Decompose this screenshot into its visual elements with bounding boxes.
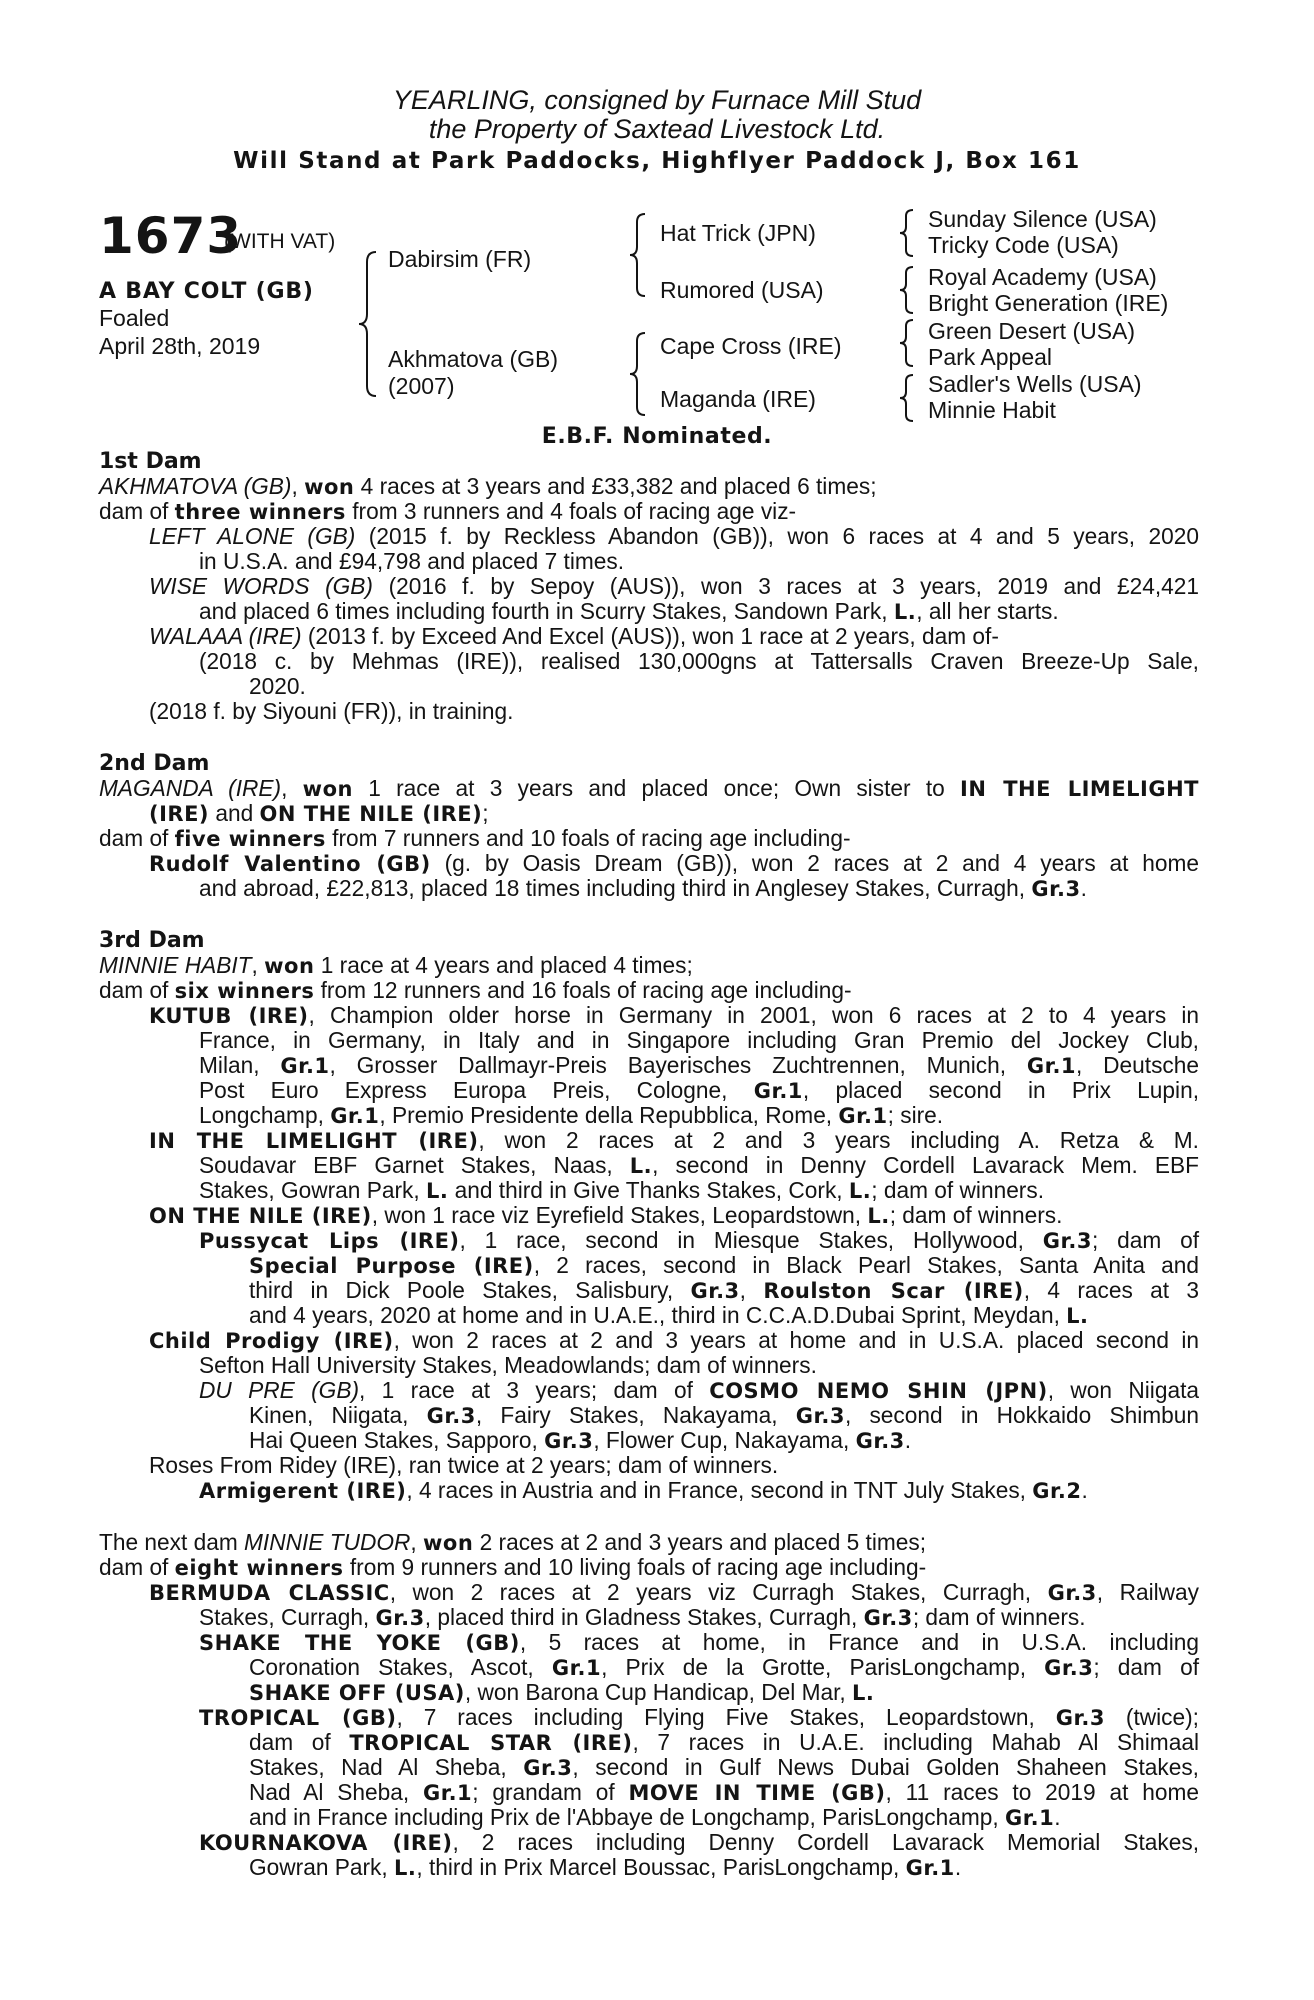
produce-name: WALAAA (IRE) (149, 623, 302, 649)
third-dam-heading: 3rd Dam (99, 928, 205, 953)
lot-number: 1673 (99, 207, 243, 265)
pedigree-dds: Sadler's Wells (USA) (928, 371, 1142, 397)
produce-name: KUTUB (IRE) (149, 1004, 309, 1028)
lot-description: A BAY COLT (GB) (99, 279, 314, 304)
text: and abroad, £22,813, placed 18 times including third in Anglesey Stakes, Curragh, (199, 875, 1032, 901)
text: France, in Germany, in Italy and in Singapore including Gran Premio del Jockey Club, (199, 1027, 1199, 1053)
text: dam of (249, 1729, 350, 1755)
produce-name: WISE WORDS (GB) (149, 573, 373, 599)
text: The next dam (99, 1529, 245, 1555)
dam-record: 4 races at 3 years and £33,382 and placed 6 times; (354, 473, 877, 499)
text: , 4 races in Austria and in France, second in TNT July Stakes, (406, 1477, 1033, 1503)
produce-entry-roses-from-ridey: Roses From Ridey (IRE), ran twice at 2 years; dam of winners. (149, 1452, 779, 1478)
text: ; (482, 800, 489, 826)
produce-entry-wise-words (149, 574, 1199, 599)
text: , Railway (1096, 1579, 1200, 1605)
produce-entry-cont (249, 1755, 1199, 1781)
text: Nad Al Sheba, (249, 1779, 423, 1805)
pedigree-brace-main (356, 250, 380, 398)
text: , second in Gulf News Dubai Golden Shaheen Stakes, (572, 1754, 1199, 1780)
second-dam-produce-summary (99, 826, 851, 852)
text: 1 race at 3 years and placed once; Own sister to (352, 775, 961, 801)
text: Soudavar EBF Garnet Stakes, Naas, (199, 1152, 630, 1178)
listed-label: L. (893, 600, 917, 624)
text: , 1 race, second in Miesque Stakes, Hollywood, (459, 1227, 1043, 1253)
produce-entry-cont (199, 1153, 1199, 1179)
dam-name: AKHMATOVA (GB) (99, 473, 292, 499)
text: Gowran Park, (249, 1854, 394, 1880)
text: Post Euro Express Europa Preis, Cologne, (199, 1077, 754, 1103)
text: and 4 years, 2020 at home and in U.A.E., third in C.C.A.D.Dubai Sprint, Meydan, (249, 1302, 1067, 1328)
group-label: Gr.3 (1044, 1656, 1094, 1680)
produce-entry-cont (249, 1780, 1199, 1806)
text: , (410, 1529, 424, 1555)
pedigree-brace-dd (897, 373, 917, 423)
listed-label: L. (425, 1179, 449, 1203)
second-dam-line: MAGANDA (IRE), won 1 race at 3 years and placed once; Own sister to IN THE LIMELIGHT (99, 775, 1200, 801)
dam-name: MINNIE HABIT (99, 952, 252, 978)
produce-entry-cont (249, 1403, 1199, 1429)
group-label: Gr.3 (1031, 877, 1081, 901)
text: . (954, 1854, 962, 1880)
third-dam-line: MINNIE HABIT, won 1 race at 4 years and placed 4 times; (99, 952, 693, 978)
pedigree-dsd: Park Appeal (928, 344, 1053, 370)
group-label: Gr.1 (1005, 1806, 1055, 1830)
listed-label: L. (394, 1856, 417, 1880)
group-label: Gr.1 (753, 1079, 803, 1103)
pedigree-dam-sire: Cape Cross (IRE) (660, 333, 842, 359)
produce-entry-cont (249, 1730, 1199, 1756)
header-property: the Property of Saxtead Livestock Ltd. (428, 114, 886, 144)
text: , 2 races including Denny Cordell Lavarack Memorial Stakes, (452, 1829, 1200, 1855)
group-label: Gr.1 (551, 1656, 602, 1680)
text: dam of (99, 977, 175, 1003)
text: dam of (99, 1554, 175, 1580)
text: Kinen, Niigata, (249, 1402, 427, 1428)
group-label: Gr.3 (690, 1279, 740, 1303)
produce-entry-armigerent (199, 1478, 1088, 1504)
produce-entry-kutub (149, 1003, 1199, 1029)
produce-entry-cont (199, 1028, 1199, 1053)
pedigree-dam-dam: Maganda (IRE) (660, 386, 816, 412)
produce-entry-pussycat-lips (199, 1228, 1199, 1254)
group-label: Gr.1 (1026, 1054, 1077, 1078)
text: , Fairy Stakes, Nakayama, (475, 1402, 796, 1428)
text: dam of (99, 498, 175, 524)
text: ; dam of (1093, 1654, 1200, 1680)
group-label: Gr.3 (1047, 1581, 1097, 1605)
group-label: Gr.1 (280, 1054, 330, 1078)
text: , won Barona Cup Handicap, Del Mar, (464, 1679, 853, 1705)
text: , 7 races including Flying Five Stakes, Leopardstown, (396, 1704, 1056, 1730)
pedigree-sds: Royal Academy (USA) (928, 264, 1157, 290)
text: ; dam of (1091, 1227, 1199, 1253)
won-label: won (423, 1531, 474, 1555)
vat-note: (WITH VAT) (224, 230, 336, 253)
listed-label: L. (1066, 1304, 1089, 1328)
produce-entry-in-the-limelight (149, 1128, 1199, 1154)
first-dam-heading: 1st Dam (99, 449, 202, 474)
text: ; sire. (887, 1102, 944, 1128)
winners-count: six winners (174, 979, 315, 1003)
text: Stakes, Nad Al Sheba, (249, 1754, 524, 1780)
produce-entry-cont: Sefton Hall University Stakes, Meadowlands; dam of winners. (199, 1352, 817, 1378)
text: . (1081, 1477, 1088, 1503)
produce-entry-rudolf-valentino (149, 851, 1199, 877)
group-label: Gr.3 (863, 1606, 913, 1630)
pedigree-ssd: Tricky Code (USA) (928, 232, 1119, 258)
produce-entry-tropical (199, 1705, 1199, 1731)
next-dam-produce-summary (99, 1555, 926, 1581)
produce-entry-siyouni-filly: (2018 f. by Siyouni (FR)), in training. (149, 698, 514, 724)
produce-entry-left-alone (149, 524, 1199, 549)
produce-name: LEFT ALONE (GB) (149, 523, 356, 549)
text: . (1054, 1804, 1061, 1830)
text: (2016 f. by Sepoy (AUS)), won 3 races at 3 years, 2019 and £24,421 (373, 573, 1199, 599)
pedigree-brace-ss (897, 208, 917, 258)
sibling-name: ON THE NILE (IRE) (259, 802, 483, 826)
text: third in Dick Poole Stakes, Salisbury, (249, 1277, 691, 1303)
pedigree-dam-year: (2007) (388, 373, 455, 399)
produce-entry-kournakova (199, 1830, 1199, 1856)
winners-count: three winners (174, 500, 346, 524)
group-label: Gr.3 (375, 1606, 425, 1630)
produce-name: MOVE IN TIME (GB) (628, 1781, 886, 1805)
text: , won 2 races at 2 and 3 years at home and in U.S.A. placed second in (393, 1327, 1199, 1353)
text: 2 races at 2 and 3 years and placed 5 times; (473, 1529, 927, 1555)
text: Longchamp, (199, 1102, 331, 1128)
header-consignor: YEARLING, consigned by Furnace Mill Stud (392, 85, 922, 115)
text: Stakes, Curragh, (199, 1604, 376, 1630)
winners-count: five winners (174, 827, 326, 851)
pedigree-brace-dam (627, 331, 649, 417)
produce-name: SHAKE OFF (USA) (249, 1681, 465, 1705)
text: ; grandam of (472, 1779, 629, 1805)
produce-name: Rudolf Valentino (GB) (149, 852, 431, 876)
won-label: won (304, 475, 355, 499)
text: from 3 runners and 4 foals of racing age viz- (345, 498, 797, 524)
text: 1 race at 4 years and placed 4 times; (314, 952, 693, 978)
text: , won 2 races at 2 years viz Curragh Stakes, Curragh, (389, 1579, 1048, 1605)
text: , Premio Presidente della Repubblica, Rome, (379, 1102, 839, 1128)
ebf-nominated: E.B.F. Nominated. (541, 424, 773, 449)
text: (2015 f. by Reckless Abandon (GB)), won 6 races at 4 and 5 years, 2020 (355, 523, 1199, 549)
produce-name: Roulston Scar (IRE) (763, 1279, 1024, 1303)
text: . (904, 1427, 912, 1453)
text: (twice); (1104, 1704, 1199, 1730)
produce-entry-cont (199, 1178, 1044, 1204)
text: ; dam of winners. (912, 1604, 1086, 1630)
produce-name: ON THE NILE (IRE) (149, 1204, 372, 1228)
text: Coronation Stakes, Ascot, (249, 1654, 552, 1680)
produce-entry-cont (199, 1605, 1086, 1631)
produce-entry-on-the-nile (149, 1203, 1062, 1229)
text: , second in Denny Cordell Lavarack Mem. EBF (652, 1152, 1199, 1178)
text: , Deutsche (1076, 1052, 1200, 1078)
produce-entry-child-prodigy (149, 1328, 1199, 1354)
text: , 7 races in U.A.E. including Mahab Al Shimaal (632, 1729, 1199, 1755)
listed-label: L. (629, 1154, 653, 1178)
group-label: Gr.3 (1042, 1229, 1092, 1253)
dam-name: MAGANDA (IRE) (99, 775, 282, 801)
pedigree-sss: Sunday Silence (USA) (928, 206, 1157, 232)
group-label: Gr.3 (1055, 1706, 1105, 1730)
text: Stakes, Gowran Park, (199, 1177, 426, 1203)
group-label: Gr.3 (426, 1404, 476, 1428)
pedigree-brace-sire (627, 212, 649, 298)
listed-label: L. (848, 1179, 872, 1203)
group-label: Gr.1 (422, 1781, 473, 1805)
second-dam-heading: 2nd Dam (99, 751, 210, 776)
text: Milan, (199, 1052, 281, 1078)
text: , 1 race at 3 years; dam of (359, 1377, 710, 1403)
dam-name: MINNIE TUDOR (244, 1529, 411, 1555)
text: , placed second in Prix Lupin, (802, 1077, 1200, 1103)
text: , 2 races, second in Black Pearl Stakes, Santa Anita and (533, 1252, 1199, 1278)
text: (IRE) (149, 802, 210, 826)
produce-name: KOURNAKOVA (IRE) (199, 1831, 453, 1855)
produce-entry-cont: in U.S.A. and £94,798 and placed 7 times. (199, 548, 625, 574)
produce-entry-bermuda-classic (149, 1580, 1199, 1606)
pedigree-dss: Green Desert (USA) (928, 318, 1136, 344)
won-label: won (302, 777, 353, 801)
text: , (739, 1277, 764, 1303)
text: , won 1 race viz Eyrefield Stakes, Leopardstown, (371, 1202, 868, 1228)
text: , 5 races at home, in France and in U.S.A. including (519, 1629, 1199, 1655)
pedigree-sire: Dabirsim (FR) (388, 246, 532, 272)
text: , Champion older horse in Germany in 2001, won 6 races at 2 to 4 years in (308, 1002, 1199, 1028)
produce-entry-cont (249, 1655, 1199, 1681)
produce-name: COSMO NEMO SHIN (JPN) (709, 1379, 1048, 1403)
pedigree-sire-dam: Rumored (USA) (660, 277, 824, 303)
text: and in France including Prix de l'Abbaye de Longchamp, ParisLongchamp, (249, 1804, 1005, 1830)
text: Hai Queen Stakes, Sapporo, (249, 1427, 545, 1453)
produce-entry-shake-the-yoke (199, 1630, 1199, 1656)
produce-entry-cont (249, 1855, 961, 1881)
produce-name: DU PRE (GB) (199, 1377, 360, 1403)
group-label: Gr.1 (330, 1104, 380, 1128)
second-dam-line-cont (149, 801, 489, 827)
text: . (1080, 875, 1087, 901)
produce-entry-cont (249, 1805, 1061, 1831)
winners-count: eight winners (174, 1556, 344, 1580)
listed-label: L. (867, 1204, 890, 1228)
text: , 4 races at 3 (1023, 1277, 1199, 1303)
pedigree-sdd: Bright Generation (IRE) (928, 290, 1169, 316)
produce-entry-cont (199, 1078, 1199, 1104)
pedigree-sire-sire: Hat Trick (JPN) (660, 220, 816, 246)
text: , won Niigata (1047, 1377, 1200, 1403)
group-label: Gr.3 (523, 1756, 573, 1780)
group-label: Gr.3 (544, 1429, 594, 1453)
text: ; dam of winners. (871, 1177, 1045, 1203)
produce-entry-cont (249, 1303, 1089, 1329)
text: from 7 runners and 10 foals of racing age including- (325, 825, 851, 851)
produce-name: Special Purpose (IRE) (249, 1254, 534, 1278)
produce-name: Armigerent (IRE) (199, 1479, 407, 1503)
produce-entry-cont (249, 1680, 874, 1706)
pedigree-brace-sd (897, 265, 917, 315)
text: (2013 f. by Exceed And Excel (AUS)), won 1 race at 2 years, dam of- (301, 623, 999, 649)
produce-entry-cont (199, 599, 1059, 625)
text: , third in Prix Marcel Boussac, ParisLongchamp, (416, 1854, 906, 1880)
produce-name: Pussycat Lips (IRE) (199, 1229, 460, 1253)
text: and placed 6 times including fourth in Scurry Stakes, Sandown Park, (199, 598, 894, 624)
won-label: won (264, 954, 315, 978)
group-label: Gr.3 (795, 1404, 845, 1428)
pedigree-dam: Akhmatova (GB) (388, 346, 558, 372)
produce-entry-mehmas-colt (199, 649, 1199, 674)
foaled-label: Foaled (99, 305, 170, 331)
produce-name: SHAKE THE YOKE (GB) (199, 1631, 520, 1655)
header-location: Will Stand at Park Paddocks, Highflyer Paddock J, Box 161 (233, 148, 1081, 174)
sibling-name: IN THE LIMELIGHT (960, 777, 1200, 801)
group-label: Gr.1 (838, 1104, 888, 1128)
produce-name: TROPICAL (GB) (199, 1706, 397, 1730)
text: from 9 runners and 10 living foals of racing age including- (343, 1554, 927, 1580)
text: , Flower Cup, Nakayama, (593, 1427, 856, 1453)
first-dam-produce-summary (99, 499, 796, 525)
group-label: Gr.1 (905, 1856, 955, 1880)
pedigree-brace-ds (897, 318, 917, 368)
produce-name: BERMUDA CLASSIC (149, 1581, 390, 1605)
first-dam-line: AKHMATOVA (GB), won 4 races at 3 years and £33,382 and placed 6 times; (99, 473, 877, 499)
text: dam of (99, 825, 175, 851)
text: , won 2 races at 2 and 3 years including A. Retza & M. (478, 1127, 1199, 1153)
text: (g. by Oasis Dream (GB)), won 2 races at 2 and 4 years at home (430, 850, 1199, 876)
text: , Grosser Dallmayr-Preis Bayerisches Zuchtrennen, Munich, (329, 1052, 1027, 1078)
text: , second in Hokkaido Shimbun (844, 1402, 1199, 1428)
produce-entry-cont (199, 876, 1087, 902)
pedigree-ddd: Minnie Habit (928, 397, 1056, 423)
produce-entry-special-purpose (249, 1253, 1199, 1279)
foaled-date: April 28th, 2019 (99, 333, 261, 359)
text: , 11 races to 2019 at home (885, 1779, 1199, 1805)
produce-entry-cont: 2020. (249, 673, 306, 699)
produce-entry-cont (249, 1278, 1199, 1304)
produce-entry-cont (249, 1428, 911, 1454)
produce-name: TROPICAL STAR (IRE) (349, 1731, 633, 1755)
produce-entry-cont (199, 1103, 943, 1129)
produce-entry-cont (199, 1053, 1199, 1079)
group-label: Gr.2 (1032, 1479, 1082, 1503)
text: and (209, 800, 260, 826)
listed-label: L. (852, 1681, 875, 1705)
group-label: Gr.3 (855, 1429, 905, 1453)
text: , Prix de la Grotte, ParisLongchamp, (601, 1654, 1045, 1680)
produce-name: IN THE LIMELIGHT (IRE) (149, 1129, 479, 1153)
produce-entry-walaaa (149, 624, 999, 649)
produce-name: Child Prodigy (IRE) (149, 1329, 394, 1353)
text: , all her starts. (916, 598, 1059, 624)
text: , placed third in Gladness Stakes, Curragh, (424, 1604, 864, 1630)
produce-entry-du-pre (199, 1378, 1199, 1404)
next-dam-line (99, 1530, 926, 1556)
third-dam-produce-summary (99, 978, 852, 1004)
text: and third in Give Thanks Stakes, Cork, (448, 1177, 849, 1203)
text: ; dam of winners. (889, 1202, 1063, 1228)
text: from 12 runners and 16 foals of racing age including- (314, 977, 852, 1003)
text: (2018 c. by Mehmas (IRE)), realised 130,000gns at Tattersalls Craven Breeze-Up Sale, (199, 648, 1199, 674)
